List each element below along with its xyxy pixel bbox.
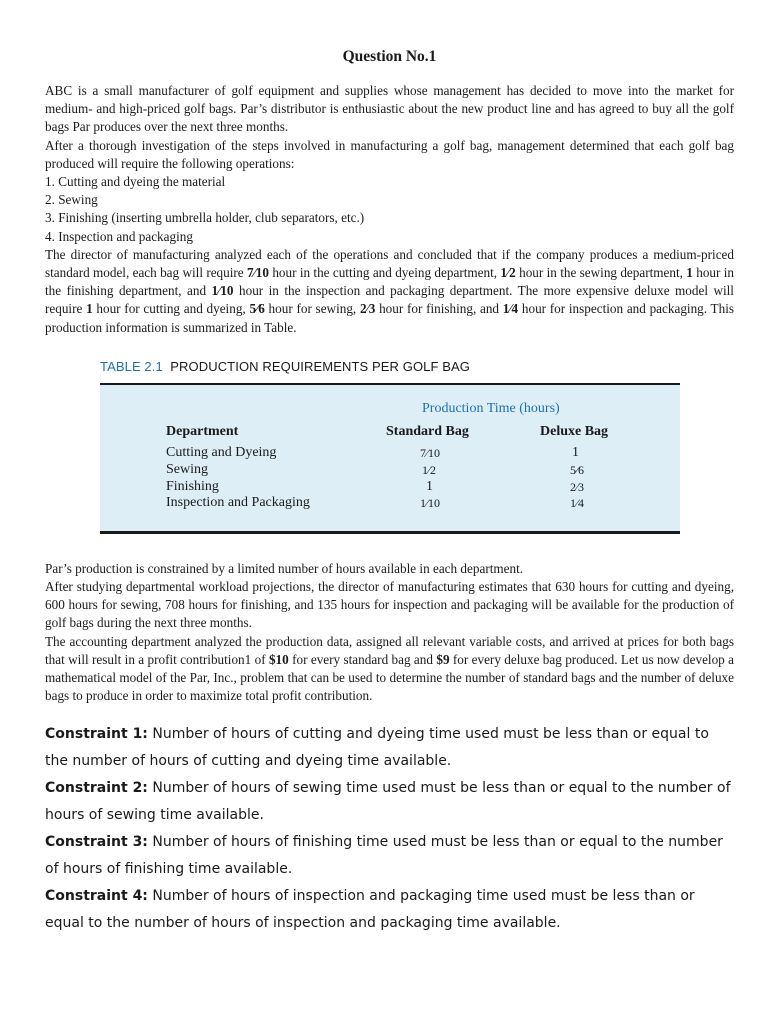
director-text-7: hour for sewing, — [264, 301, 360, 317]
director-text-8: hour for finishing, and — [375, 301, 503, 317]
profit-text-c: for every deluxe bag produced. Let us now develop a mathematical model of the Par, Inc., problem that can be used to determine the number of standard bags and the number of deluxe bags to produce in order to maximize total profit contribution. — [45, 651, 734, 704]
director-text-3: hour in the sewing department, — [515, 265, 687, 281]
row-3-department: Finishing — [166, 478, 219, 494]
constraint-2-text: Number of hours of sewing time used must be less than or equal to the number of hours of sewing time available. — [45, 780, 731, 824]
std-sewing-value: 1⁄2 — [500, 265, 516, 281]
deluxe-profit-value: $9 — [436, 651, 450, 667]
intro-paragraph-2: After a thorough investigation of the steps involved in manufacturing a golf bag, management determined that each golf bag produced will require the following operations: — [45, 137, 734, 171]
constraint-3-label: Constraint 3: — [45, 834, 148, 851]
table-body — [100, 383, 680, 534]
group-header: Production Time (hours) — [422, 400, 560, 416]
operation-item-1: 1. Cutting and dyeing the material — [45, 174, 226, 190]
header-standard: Standard Bag — [386, 423, 469, 439]
constraints-section — [45, 721, 734, 937]
constraint-1 — [45, 721, 734, 775]
director-text-6: hour for cutting and dyeing, — [92, 301, 250, 317]
hours-available-paragraph: After studying departmental workload projections, the director of manufacturing estimates that 630 hours for cutting and dyeing, 600 hours for sewing, 708 hours for finishing, and 135 hours for inspection and packaging will be available for the production of golf bags during the next three months. — [45, 579, 734, 631]
table-caption — [100, 359, 680, 374]
table-caption-text: PRODUCTION REQUIREMENTS PER GOLF BAG — [170, 358, 470, 374]
row-1-standard: 7⁄10 — [420, 445, 441, 460]
constraint-3 — [45, 829, 734, 883]
director-text-5: hour in the inspection and packaging department. The more expensive deluxe model will require — [45, 283, 734, 317]
profit-text-b: for every standard bag and — [288, 651, 437, 667]
director-paragraph — [45, 246, 734, 337]
row-2-deluxe: 5⁄6 — [570, 462, 585, 477]
constraint-1-label: Constraint 1: — [45, 726, 148, 743]
standard-profit-value: $10 — [268, 651, 289, 667]
operation-item-4: 4. Inspection and packaging — [45, 228, 193, 244]
row-1-department: Cutting and Dyeing — [166, 444, 277, 460]
dlx-inspection-value: 1⁄4 — [502, 301, 519, 317]
std-cutting-value: 7⁄10 — [247, 265, 269, 281]
operation-item-2: 2. Sewing — [45, 192, 98, 208]
constraint-3-text: Number of hours of finishing time used must be less than or equal to the number of hours of finishing time available. — [45, 834, 723, 878]
constraint-1-text: Number of hours of cutting and dyeing time used must be less than or equal to the number of hours of cutting and dyeing time available. — [45, 726, 709, 770]
constraint-2 — [45, 775, 734, 829]
document-page — [45, 48, 734, 937]
profit-text-a: The accounting department analyzed the production data, assigned all relevant variable costs, and arrived at prices for both bags that will result in a profit contribution1 of — [45, 633, 734, 667]
intro-section — [45, 82, 734, 337]
constraint-4 — [45, 883, 734, 937]
question-title: Question No.1 — [342, 48, 437, 65]
row-1-deluxe: 1 — [572, 444, 579, 460]
dlx-sewing-value: 5⁄6 — [249, 301, 265, 317]
dlx-finishing-value: 2⁄3 — [359, 301, 376, 317]
std-inspection-value: 1⁄10 — [211, 283, 234, 299]
row-4-department: Inspection and Packaging — [166, 494, 310, 510]
director-text-4: hour in the finishing department, and — [45, 265, 734, 299]
constraint-4-label: Constraint 4: — [45, 888, 148, 905]
production-table — [100, 359, 680, 534]
header-deluxe: Deluxe Bag — [540, 423, 609, 439]
constraint-4-text: Number of hours of inspection and packaging time used must be less than or equal to the number of hours of inspection and packaging time available. — [45, 888, 695, 932]
director-text-1: The director of manufacturing analyzed each of the operations and concluded that if the company produces a medium-priced standard model, each bag will require — [45, 246, 734, 281]
table-number: TABLE 2.1 — [100, 358, 163, 374]
operation-item-3: 3. Finishing (inserting umbrella holder, club separators, etc.) — [45, 210, 365, 226]
constraint-2-label: Constraint 2: — [45, 780, 148, 797]
std-finishing-value: 1 — [686, 265, 693, 281]
after-table-section — [45, 560, 734, 706]
intro-paragraph-1: ABC is a small manufacturer of golf equipment and supplies whose management has decided to move into the market for medium- and high-priced golf bags. Par’s distributor is enthusiastic about the new product line and has agreed to buy all the golf bags Par produces over the next three months. — [45, 83, 734, 135]
row-2-department: Sewing — [166, 461, 208, 477]
row-4-deluxe: 1⁄4 — [570, 495, 585, 510]
director-text-2: hour in the cutting and dyeing department, — [268, 265, 501, 281]
director-text-9: hour for inspection and packaging. This production information is summarized in Table. — [45, 301, 735, 335]
dlx-cutting-value: 1 — [86, 301, 93, 317]
row-3-deluxe: 2⁄3 — [570, 479, 585, 494]
header-department: Department — [166, 423, 239, 439]
row-4-standard: 1⁄10 — [420, 495, 441, 510]
row-3-standard: 1 — [426, 478, 433, 494]
constraint-intro-paragraph: Par’s production is constrained by a limited number of hours available in each department. — [45, 560, 524, 576]
row-2-standard: 1⁄2 — [422, 462, 437, 477]
profit-paragraph — [45, 633, 734, 706]
